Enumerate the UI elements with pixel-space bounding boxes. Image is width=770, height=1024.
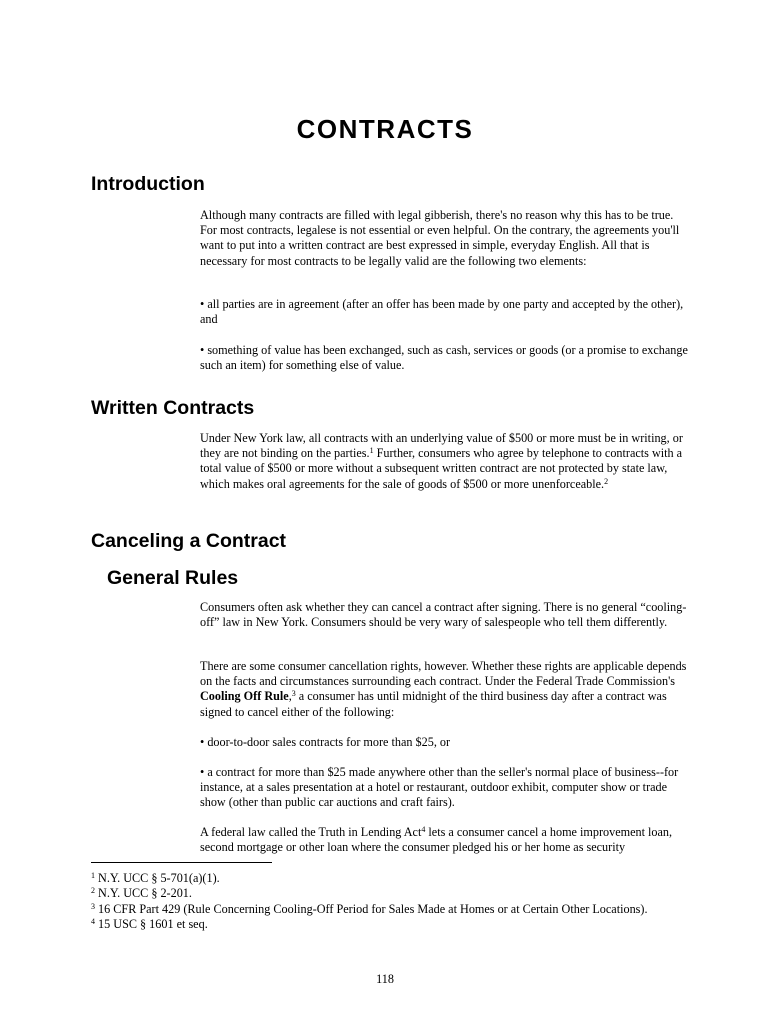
section-heading-introduction: Introduction <box>91 173 205 195</box>
footnote-text: N.Y. UCC § 5-701(a)(1). <box>95 871 220 885</box>
tila-text-part1: A federal law called the Truth in Lending Act <box>200 825 422 839</box>
cancellation-text-part2: a consumer has until midnight of the third business day after a contract was signed to cancel either of the following: <box>200 689 667 719</box>
general-rules-paragraph-1: Consumers often ask whether they can cancel a contract after signing. There is no general “cooling-off” law in New York. Consumers should be very wary of salespeople who tell them differently. <box>200 600 687 630</box>
written-text-part2: Further, consumers who agree by telephone to contracts with a total value of $500 or more without a subsequent written contract are not protected by state law, which makes oral agreements for the sale of goods of $500 or more unenforceable. <box>200 446 683 491</box>
intro-paragraph: Although many contracts are filled with legal gibberish, there's no reason why this has to be true. For most contracts, legalese is not essential or even helpful. On the contrary, the agreements you'll want to put into a written contract are best expressed in simple, everyday English. All that is necessary for most contracts to be legally valid are the following two elements: <box>200 208 680 268</box>
footnote-number: 3 <box>91 901 95 911</box>
page-title: CONTRACTS <box>296 114 474 144</box>
cooling-off-rule-bold: Cooling Off Rule <box>200 689 289 704</box>
subsection-heading-general-rules: General Rules <box>107 567 239 589</box>
cancel-bullet-other-location: • a contract for more than $25 made anywhere other than the seller's normal place of business--for instance, at a sales presentation at a hotel or restaurant, outdoor exhibit, computer show or trade show (other than public car auctions and craft fairs). <box>200 765 679 810</box>
section-heading-written-contracts: Written Contracts <box>91 397 255 419</box>
footnote-1 <box>91 871 731 886</box>
footnote-number: 1 <box>91 871 95 880</box>
footnote-text: 15 USC § 1601 et seq. <box>95 916 208 931</box>
general-rules-paragraph-2 <box>200 659 690 720</box>
written-text-part1: Under New York law, all contracts with an underlying value of $500 or more must be in writing, or they are not binding on the parties. <box>200 431 683 461</box>
section-heading-canceling-contract: Canceling a Contract <box>91 530 287 552</box>
footnote-ref-1: 1 <box>369 446 374 456</box>
footnote-ref-2: 2 <box>604 476 609 486</box>
footnotes <box>91 871 731 932</box>
footnote-ref-4: 4 <box>421 825 426 834</box>
cancellation-text-part1: There are some consumer cancellation rights, however. Whether these rights are applicable depends on the facts and circumstances surrounding each contract. Under the Federal Trade Commission's <box>200 659 687 689</box>
tila-text-part2: lets a consumer cancel a home improvement loan, second mortgage or other loan where the consumer pledged his or her home as security <box>200 825 673 855</box>
footnote-number: 2 <box>91 886 95 896</box>
footnote-2 <box>91 886 731 901</box>
footnote-text: 16 CFR Part 429 (Rule Concerning Cooling-Off Period for Sales Made at Homes or at Certain Other Locations). <box>95 901 648 916</box>
footnote-3 <box>91 902 731 917</box>
footnote-ref-3: 3 <box>291 689 296 699</box>
page-number: 118 <box>376 972 394 986</box>
truth-in-lending-paragraph <box>200 825 690 855</box>
footnote-separator <box>91 862 272 863</box>
footnote-text: N.Y. UCC § 2-201. <box>95 886 192 901</box>
cancellation-comma: , <box>288 689 292 704</box>
footnote-number: 4 <box>91 916 95 926</box>
intro-bullet-value-exchange: • something of value has been exchanged, such as cash, services or goods (or a promise to exchange such an item) for something else of value. <box>200 343 688 373</box>
cancel-bullet-door-to-door: • door-to-door sales contracts for more than $25, or <box>200 735 451 749</box>
intro-bullet-agreement: • all parties are in agreement (after an offer has been made by one party and accepted by the other), and <box>200 297 684 327</box>
written-contracts-paragraph <box>200 431 690 492</box>
footnote-4 <box>91 917 731 932</box>
